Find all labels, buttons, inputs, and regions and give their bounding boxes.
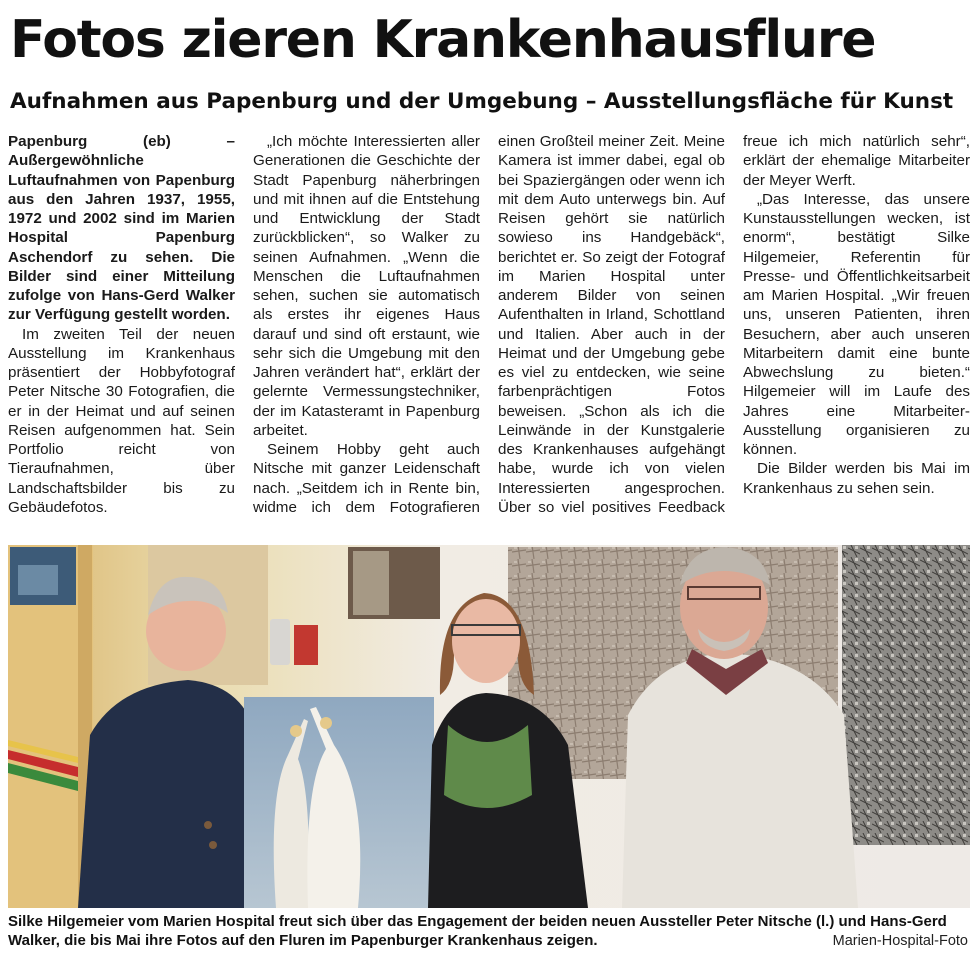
- article-paragraph: Seinem Hobby geht auch Nitsche mit ganzer Leidenschaft nach. „Seitdem ich in Rente bin, widme ich dem Fotografieren einen Großteil meiner Zeit. Meine Kamera ist immer dabei, egal ob bei Spaziergängen oder wenn ich mit dem Auto unterwegs bin. Auf Reisen gehört sie natürlich sowieso ins Handgebäck“, berichtet er. So zeigt der Fotograf im Marien Hospital unter anderem Bilder von seinen Aufenthalten in Irland, Schottland und Italien. Aber auch in der Heimat und der Umgebung gebe es viel zu entdecken, wie seine farbenprächtigen Fotos beweisen. „Schon als ich die Leinwände in der Kunstgalerie des Krankenhauses aufgehängt habe, wurde ich von vielen Interessierten angesprochen. Über so viel positives Feedback freue ich mich natürlich sehr“, erklärt der ehemalige Mitarbeiter der Meyer Werft.: [253, 133, 970, 516]
- article-paragraph: „Ich möchte Interessierten aller Generationen die Geschichte der Stadt Papenburg näherbringen und mit ihnen auf die Entstehung und Entwicklung der Stadt zurückblicken“, so Walker zu seinen Aufnahmen. „Wenn die Menschen die Luftaufnahmen sehen, suchen sie automatisch als erstes ihr eigenes Haus darauf und sind oft erstaunt, wie sehr sich die Umgebung mit den Jahren verändert hat“, erklärt der gelernte Vermessungstechniker, der im Katasteramt in Papenburg arbeitet.: [253, 133, 480, 439]
- photo-caption: Silke Hilgemeier vom Marien Hospital freut sich über das Engagement der beiden neuen Aussteller Peter Nitsche (l.) und Hans-Gerd Walker, die bis Mai ihre Fotos auf den Fluren im Papenburger Krankenhaus zeigen.: [8, 913, 947, 949]
- article-headline: Fotos zieren Krankenhausflure: [10, 10, 876, 70]
- article-lead: Papenburg (eb) – Außergewöhnliche Luftaufnahmen von Papenburg aus den Jahren 1937, 1955, 1972 und 2002 sind im Marien Hospital Papenburg Aschendorf zu sehen. Die Bilder sind einer Mitteilung zufolge von Hans-Gerd Walker zur Verfügung gestellt worden.: [8, 133, 235, 324]
- article-photo: [8, 545, 970, 908]
- article-paragraph: „Das Interesse, das unsere Kunstausstellungen wecken, ist enorm“, bestätigt Silke Hilgemeier, Referentin für Presse- und Öffentlichkeitsarbeit am Marien Hospital. „Wir freuen uns, unseren Patienten, ihren Besuchern, aber auch unseren Mitarbeitern damit eine bunte Abwechslung zu bieten.“ Hilgemeier will im Laufe des Jahres eine Mitarbeiter-Ausstellung organisieren zu können.: [743, 190, 970, 458]
- article-subheadline: Aufnahmen aus Papenburg und der Umgebung – Ausstellungsfläche für Kunst: [10, 89, 954, 114]
- photo-credit: Marien-Hospital-Foto: [832, 933, 968, 949]
- article-paragraph: Im zweiten Teil der neuen Ausstellung im Krankenhaus präsentiert der Hobbyfotograf Peter Nitsche 30 Fotografien, die er in der Heimat und auf seinen Reisen aufgenommen hat. Sein Portfolio reicht von Tieraufnahmen, über Landschaftsbilder bis zu Gebäudefotos.: [8, 325, 235, 516]
- article-paragraph: Die Bilder werden bis Mai im Krankenhaus zu sehen sein.: [743, 460, 970, 497]
- article-body: [8, 132, 970, 530]
